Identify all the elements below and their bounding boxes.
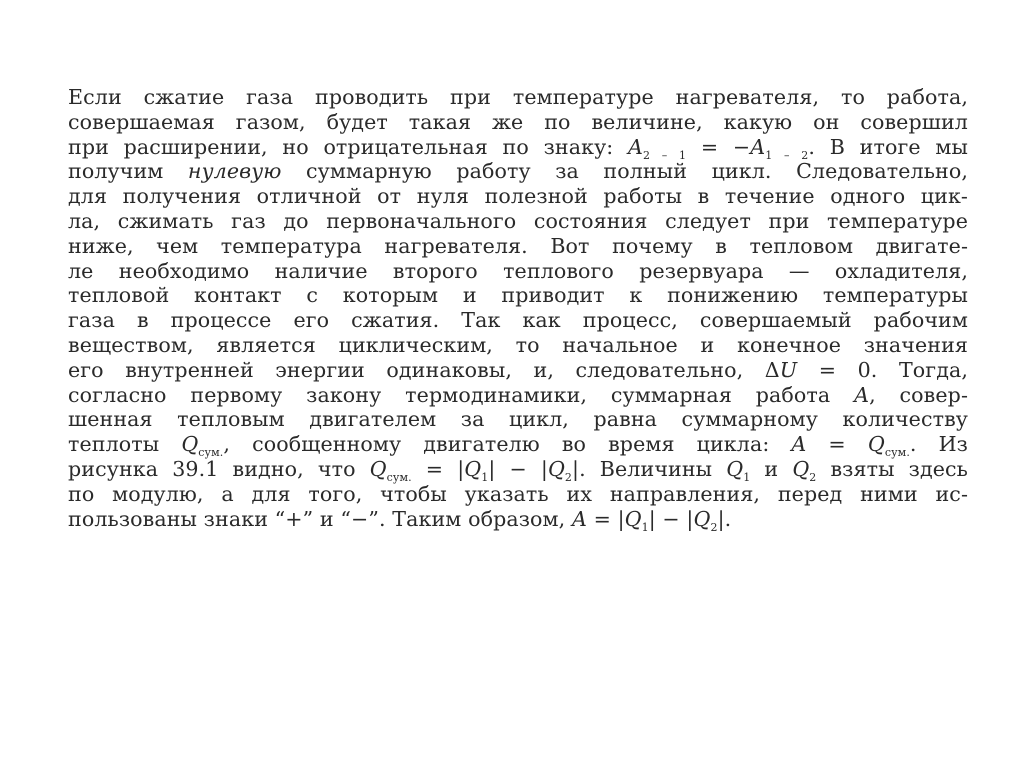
- math-operator: = |: [411, 456, 465, 481]
- text-line-7: [68, 234, 968, 259]
- text-run: |. Величины: [572, 456, 727, 481]
- math-symbol-q: Q: [547, 456, 565, 481]
- text-line-13: [68, 383, 968, 408]
- math-symbol-u: U: [779, 357, 798, 382]
- subscript: 2: [564, 470, 573, 484]
- text-line-1: [68, 85, 968, 110]
- text-run: , сообщенному двигателю во время цикла:: [223, 432, 792, 457]
- text-line-10: [68, 308, 968, 333]
- math-symbol-q: Q: [464, 456, 482, 481]
- text-line-3: [68, 135, 968, 160]
- math-symbol-a: A: [571, 506, 587, 531]
- text-line-12: [68, 358, 968, 383]
- text-line-8: [68, 259, 968, 284]
- text-run: = 0. Тогда,: [797, 357, 968, 382]
- math-operator: = |: [586, 506, 625, 531]
- text-line-14: [68, 407, 968, 432]
- math-symbol-a: A: [628, 134, 644, 159]
- text-run: газа в процессе его сжатия. Так как процесс, совершаемый рабочим: [68, 308, 968, 333]
- text-run: ниже, чем температура нагревателя. Вот почему в тепловом двигате-: [68, 233, 968, 258]
- subscript: 1: [743, 470, 751, 484]
- text-line-15: [68, 432, 969, 460]
- text-run: и: [750, 456, 793, 481]
- text-run: тепловой контакт с которым и приводит к понижению температуры: [68, 283, 968, 308]
- subscript: 2: [710, 520, 718, 534]
- subscript: 2: [809, 470, 817, 484]
- math-symbol-q: Q: [369, 456, 387, 481]
- text-run: шенная тепловым двигателем за цикл, равна суммарному количеству: [68, 407, 968, 432]
- subscript: 1: [641, 520, 649, 534]
- subscript: 1 – 2: [765, 148, 809, 162]
- text-run: пользованы знаки “+” и “−”. Таким образом,: [68, 506, 572, 531]
- text-line-18: [68, 507, 968, 532]
- text-run: при расширении, но отрицательная по знаку:: [68, 134, 629, 159]
- text-line-9: [68, 283, 968, 308]
- text-line-16: [68, 457, 968, 482]
- math-symbol-q: Q: [792, 456, 810, 481]
- text-run: ла, сжимать газ до первоначального состояния следует при температуре: [68, 208, 968, 233]
- subscript: сум.: [198, 446, 224, 460]
- text-run: по модулю, а для того, чтобы указать их направления, перед ними ис-: [68, 481, 968, 506]
- math-symbol-a: A: [791, 432, 807, 457]
- emphasis-text: нулевую: [187, 159, 282, 184]
- math-symbol-a: A: [854, 382, 870, 407]
- text-line-17: [68, 482, 968, 507]
- text-run: Если сжатие газа проводить при температуре нагревателя, то работа,: [68, 85, 968, 109]
- math-operator: =: [806, 432, 868, 457]
- text-run: рисунка 39.1 видно, что: [68, 456, 370, 481]
- math-operator: | − |: [488, 456, 548, 481]
- text-run: |.: [717, 506, 732, 531]
- text-line-4: [68, 159, 968, 184]
- text-line-6: [68, 209, 968, 234]
- text-run: совершаемая газом, будет такая же по величине, какую он совершил: [68, 109, 968, 134]
- math-operator: | − |: [648, 506, 694, 531]
- text-run: теплоты: [68, 432, 182, 457]
- text-line-5: [68, 184, 968, 209]
- text-run: для получения отличной от нуля полезной работы в течение одного цик-: [68, 184, 968, 209]
- subscript: 1: [481, 470, 489, 484]
- math-symbol-a: A: [750, 134, 766, 159]
- text-run: его внутренней энергии одинаковы, и, следовательно, Δ: [68, 357, 780, 382]
- text-run: . Из: [909, 432, 969, 457]
- math-symbol-q: Q: [181, 432, 199, 457]
- text-run: ле необходимо наличие второго теплового резервуара — охладителя,: [68, 258, 968, 283]
- text-run: , совер-: [869, 382, 969, 407]
- math-symbol-q: Q: [693, 506, 711, 531]
- subscript: сум.: [884, 446, 910, 460]
- math-operator: = −: [686, 134, 751, 159]
- text-line-2: [68, 110, 968, 135]
- text-run: веществом, является циклическим, то начальное и конечное значения: [68, 332, 968, 357]
- text-run: взяты здесь: [816, 456, 968, 481]
- text-run: получим: [68, 159, 188, 184]
- math-symbol-q: Q: [867, 432, 885, 457]
- math-symbol-q: Q: [624, 506, 642, 531]
- subscript: 2 – 1: [643, 148, 687, 162]
- math-symbol-q: Q: [726, 456, 744, 481]
- text-run: суммарную работу за полный цикл. Следовательно,: [281, 159, 968, 184]
- text-run: согласно первому закону термодинамики, суммарная работа: [68, 382, 855, 407]
- text-run: . В итоге мы: [808, 134, 968, 159]
- body-paragraph: [68, 85, 969, 534]
- subscript: сум.: [386, 470, 412, 484]
- text-line-11: [68, 333, 968, 358]
